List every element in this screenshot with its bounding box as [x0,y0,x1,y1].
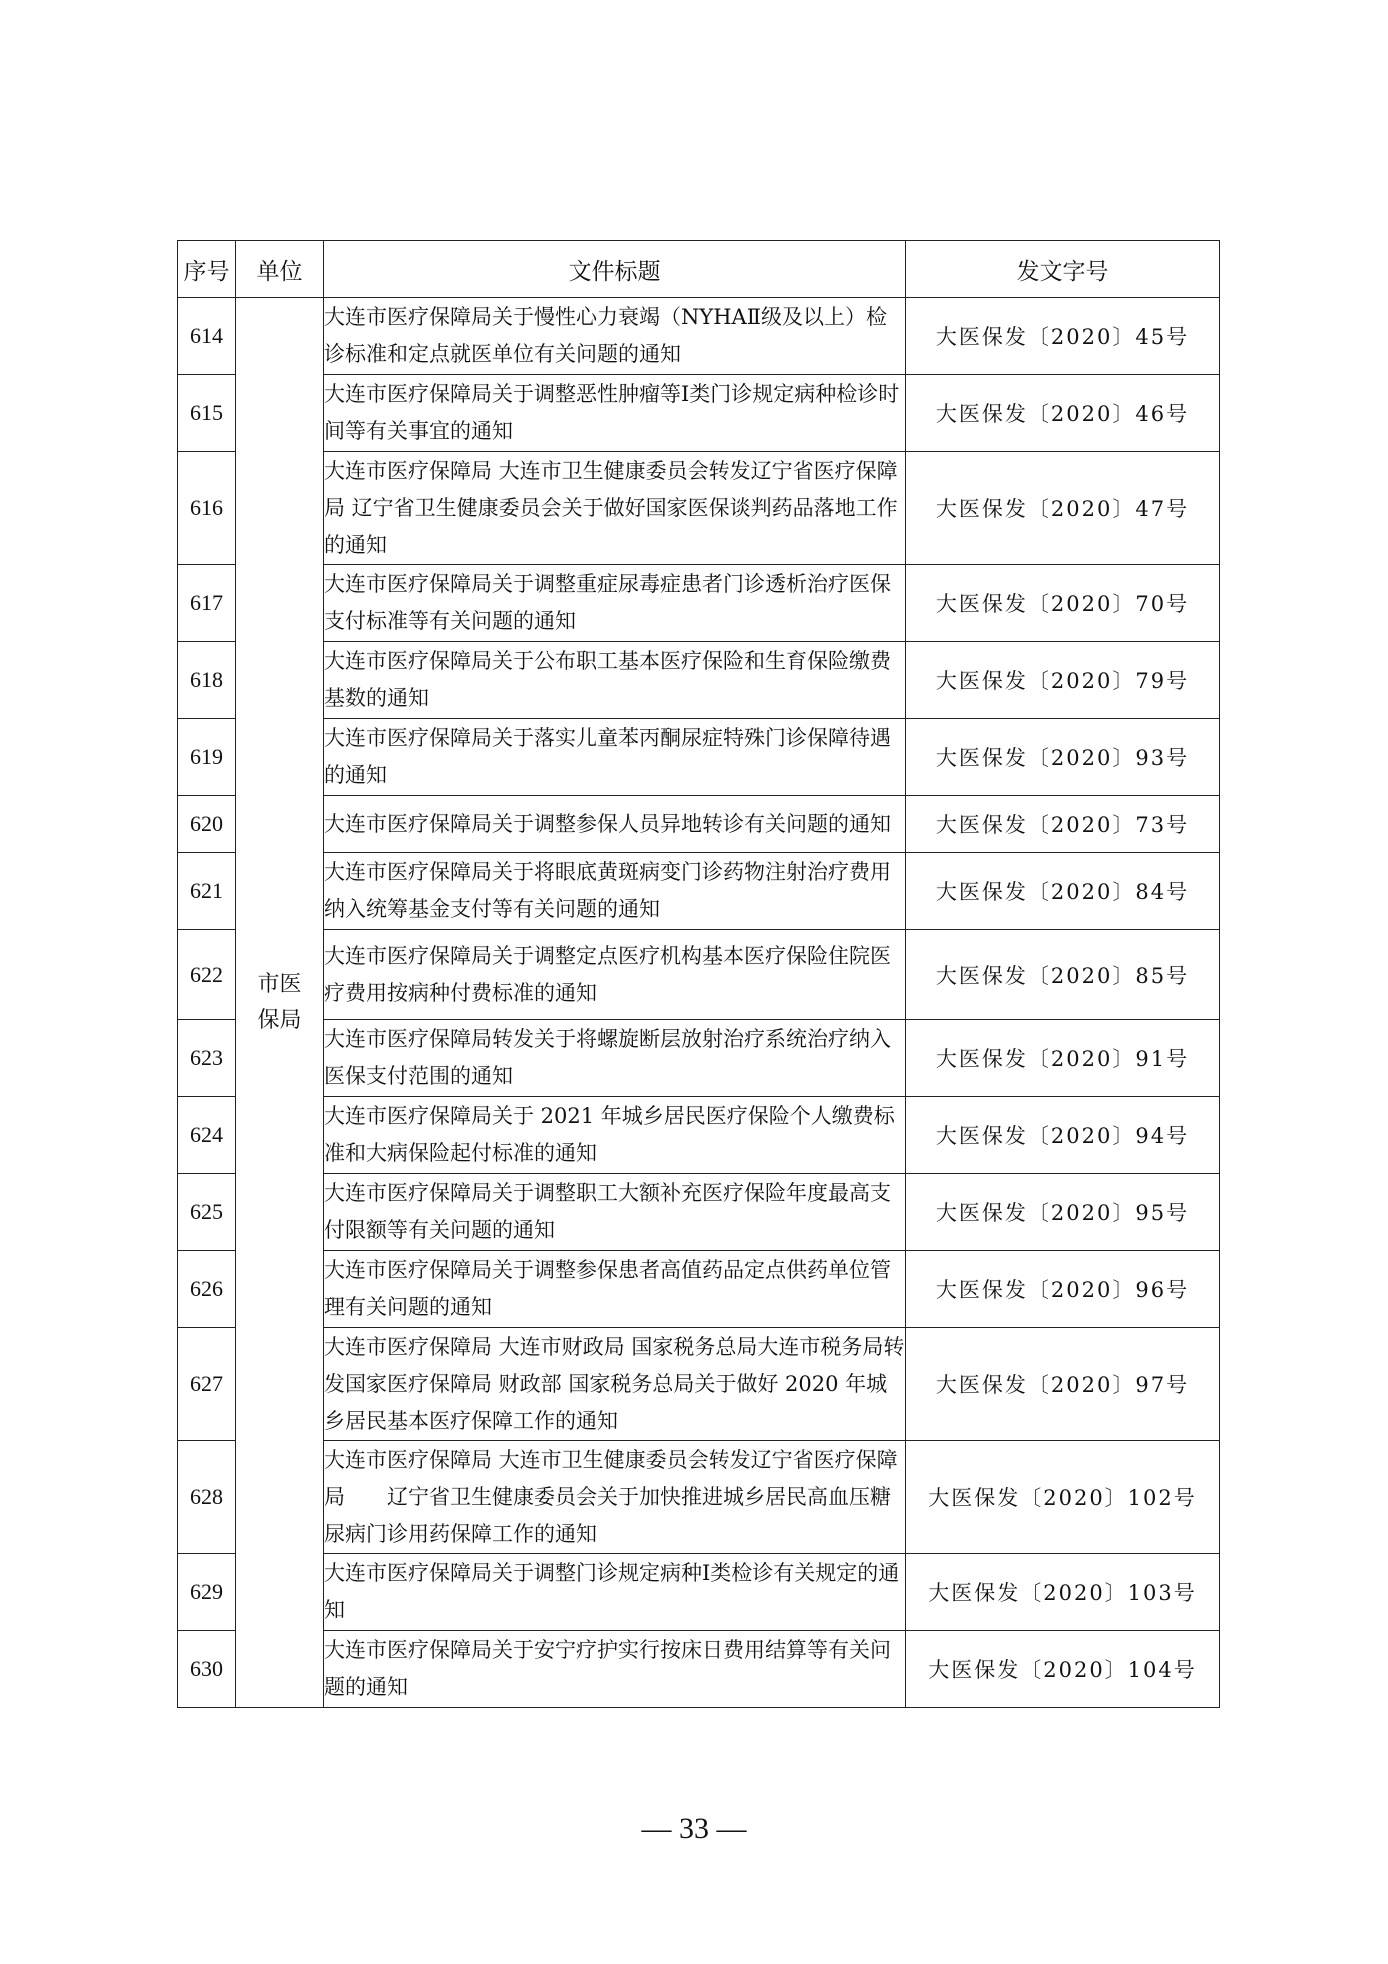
row-title: 大连市医疗保障局转发关于将螺旋断层放射治疗系统治疗纳入医保支付范围的通知 [324,1020,906,1097]
row-no: 629 [178,1554,236,1631]
header-title: 文件标题 [324,241,906,298]
row-title: 大连市医疗保障局关于调整定点医疗机构基本医疗保险住院医疗费用按病种付费标准的通知 [324,930,906,1020]
table-row [178,565,1220,642]
row-doc-number: 大医保发〔2020〕46号 [906,375,1220,452]
row-doc-number: 大医保发〔2020〕47号 [906,452,1220,565]
row-doc-number: 大医保发〔2020〕70号 [906,565,1220,642]
row-doc-number: 大医保发〔2020〕104号 [906,1631,1220,1708]
row-doc-number: 大医保发〔2020〕45号 [906,298,1220,375]
row-title: 大连市医疗保障局关于调整门诊规定病种Ⅰ类检诊有关规定的通知 [324,1554,906,1631]
row-title: 大连市医疗保障局关于将眼底黄斑病变门诊药物注射治疗费用纳入统筹基金支付等有关问题的通知 [324,853,906,930]
header-no: 序号 [178,241,236,298]
row-title: 大连市医疗保障局关于落实儿童苯丙酮尿症特殊门诊保障待遇的通知 [324,719,906,796]
table-row [178,1251,1220,1328]
row-title: 大连市医疗保障局关于调整恶性肿瘤等Ⅰ类门诊规定病种检诊时间等有关事宜的通知 [324,375,906,452]
table-row [178,1020,1220,1097]
row-no: 628 [178,1441,236,1554]
row-no: 621 [178,853,236,930]
row-title: 大连市医疗保障局 大连市卫生健康委员会转发辽宁省医疗保障局 辽宁省卫生健康委员会关于加快推进城乡居民高血压糖尿病门诊用药保障工作的通知 [324,1441,906,1554]
row-title: 大连市医疗保障局关于公布职工基本医疗保险和生育保险缴费基数的通知 [324,642,906,719]
row-no: 615 [178,375,236,452]
table-row [178,930,1220,1020]
table-row [178,1174,1220,1251]
row-doc-number: 大医保发〔2020〕93号 [906,719,1220,796]
row-title: 大连市医疗保障局关于调整重症尿毒症患者门诊透析治疗医保支付标准等有关问题的通知 [324,565,906,642]
row-title: 大连市医疗保障局关于慢性心力衰竭（NYHAⅡ级及以上）检诊标准和定点就医单位有关问题的通知 [324,298,906,375]
row-doc-number: 大医保发〔2020〕94号 [906,1097,1220,1174]
table-row [178,719,1220,796]
row-no: 617 [178,565,236,642]
row-no: 627 [178,1328,236,1441]
row-title: 大连市医疗保障局关于调整参保人员异地转诊有关问题的通知 [324,796,906,853]
table-row [178,1554,1220,1631]
row-no: 622 [178,930,236,1020]
table-row [178,1328,1220,1441]
table-row [178,853,1220,930]
header-doc-number: 发文字号 [906,241,1220,298]
table-row [178,642,1220,719]
row-doc-number: 大医保发〔2020〕79号 [906,642,1220,719]
row-doc-number: 大医保发〔2020〕103号 [906,1554,1220,1631]
row-no: 614 [178,298,236,375]
row-no: 619 [178,719,236,796]
row-no: 630 [178,1631,236,1708]
unit-cell [236,298,324,1708]
row-doc-number: 大医保发〔2020〕73号 [906,796,1220,853]
row-doc-number: 大医保发〔2020〕96号 [906,1251,1220,1328]
row-doc-number: 大医保发〔2020〕95号 [906,1174,1220,1251]
table-row [178,1441,1220,1554]
row-title: 大连市医疗保障局 大连市卫生健康委员会转发辽宁省医疗保障局 辽宁省卫生健康委员会关于做好国家医保谈判药品落地工作的通知 [324,452,906,565]
row-doc-number: 大医保发〔2020〕85号 [906,930,1220,1020]
row-title: 大连市医疗保障局关于安宁疗护实行按床日费用结算等有关问题的通知 [324,1631,906,1708]
row-doc-number: 大医保发〔2020〕97号 [906,1328,1220,1441]
table-header-row [178,241,1220,298]
row-title: 大连市医疗保障局关于调整参保患者高值药品定点供药单位管理有关问题的通知 [324,1251,906,1328]
table-row [178,452,1220,565]
row-no: 624 [178,1097,236,1174]
row-no: 620 [178,796,236,853]
row-no: 616 [178,452,236,565]
row-no: 626 [178,1251,236,1328]
table-body [178,298,1220,1708]
table-row [178,375,1220,452]
table-row [178,796,1220,853]
row-title: 大连市医疗保障局关于调整职工大额补充医疗保险年度最高支付限额等有关问题的通知 [324,1174,906,1251]
row-title: 大连市医疗保障局关于 2021 年城乡居民医疗保险个人缴费标准和大病保险起付标准的通知 [324,1097,906,1174]
row-doc-number: 大医保发〔2020〕102号 [906,1441,1220,1554]
row-doc-number: 大医保发〔2020〕91号 [906,1020,1220,1097]
row-title: 大连市医疗保障局 大连市财政局 国家税务总局大连市税务局转发国家医疗保障局 财政部 国家税务总局关于做好 2020 年城乡居民基本医疗保障工作的通知 [324,1328,906,1441]
page-number: — 33 — [641,1812,747,1845]
document-table [177,240,1220,1708]
row-no: 618 [178,642,236,719]
table-row [178,298,1220,375]
unit-label: 市医保局 [257,971,302,1033]
row-no: 625 [178,1174,236,1251]
row-doc-number: 大医保发〔2020〕84号 [906,853,1220,930]
header-unit: 单位 [236,241,324,298]
row-no: 623 [178,1020,236,1097]
table-row [178,1631,1220,1708]
table-row [178,1097,1220,1174]
